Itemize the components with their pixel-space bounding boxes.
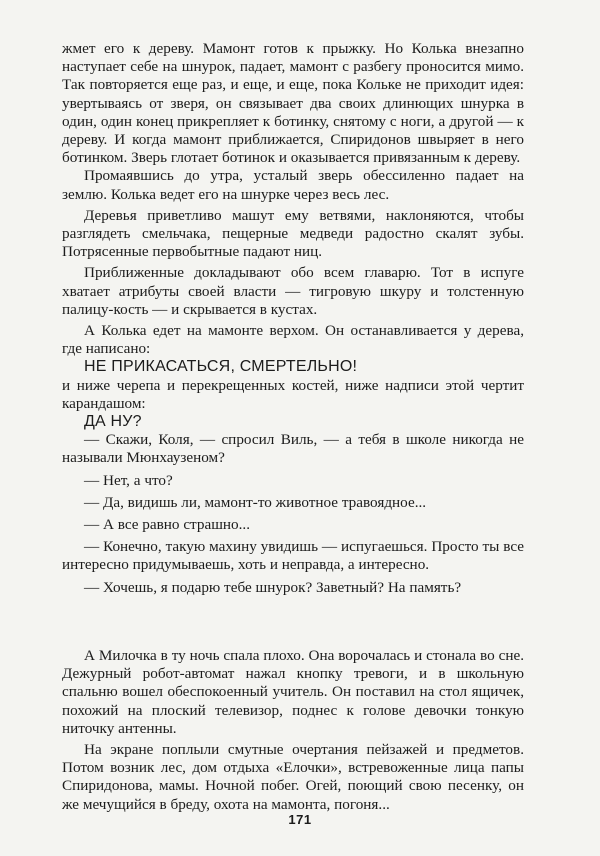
paragraph: А Милочка в ту ночь спала плохо. Она ворочалась и стонала во сне. Дежурный робот-автомат нажал кнопку тревоги, и в школьную спальню вошел обеспокоенный учитель. Он поставил на стол ящичек, похожий на плоский телевизор, поднес к голове девочки тонкую ниточку антенны. <box>62 646 524 737</box>
section-break <box>62 597 524 647</box>
dialogue-line: — Скажи, Коля, — спросил Виль, — а тебя в школе никогда не называли Мюнхаузеном? <box>62 431 524 467</box>
dialogue-line: — Нет, а что? <box>84 471 173 489</box>
text-column <box>62 40 524 814</box>
dialogue-line: — Да, видишь ли, мамонт-то животное травоядное... <box>84 493 427 511</box>
paragraph: и ниже черепа и перекрещенных костей, ниже надписи этой чертит карандашом: <box>62 376 524 412</box>
paragraph: Деревья приветливо машут ему ветвями, наклоняются, чтобы разглядеть смельчака, пещерные медведи радостно скалят зубы. Потрясенные первобытные падают ниц. <box>62 206 524 261</box>
pencil-text: ДА НУ? <box>84 413 142 431</box>
paragraph: жмет его к дереву. Мамонт готов к прыжку. Но Колька внезапно наступает себе на шнурок, падает, мамонт с разбегу проносится мимо. Так повторяется еще раз, и еще, и еще, пока Кольке не приходит идея: увертываясь от зверя, он связывает два своих длинющих шнурка в один, один конец прикрепляет к ботинку, снятому с ноги, а другой — к дереву. И когда мамонт приближается, Спиридонов швыряет в него ботинком. Зверь глотает ботинок и оказывается привязанным к дереву. <box>62 40 524 167</box>
paragraph: А Колька едет на мамонте верхом. Он останавливается у дерева, где написано: <box>62 322 524 358</box>
paragraph: На экране поплыли смутные очертания пейзажей и предметов. Потом возник лес, дом отдыха «Елочки», встревоженные лица папы Спиридонова, мамы. Ночной побег. Огей, поющий свою песенку, он же мечущийся в бреду, охота на мамонта, погоня... <box>62 740 524 813</box>
sign-text: НЕ ПРИКАСАТЬСЯ, СМЕРТЕЛЬНО! <box>84 358 358 376</box>
dialogue-line: — Хочешь, я подарю тебе шнурок? Заветный? На память? <box>84 578 462 596</box>
dialogue-line: — А все равно страшно... <box>84 516 251 534</box>
paragraph: Промаявшись до утра, усталый зверь обессиленно падает на землю. Колька ведет его на шнурке через весь лес. <box>62 167 524 203</box>
paragraph: Приближенные докладывают обо всем главарю. Тот в испуге хватает атрибуты своей власти — тигровую шкуру и толстенную палицу-кость — и скрывается в кустах. <box>62 264 524 318</box>
dialogue-line: — Конечно, такую махину увидишь — испугаешься. Просто ты все интересно придумываешь, хоть и неправда, а интересно. <box>62 538 524 574</box>
page-number: 171 <box>288 812 312 827</box>
